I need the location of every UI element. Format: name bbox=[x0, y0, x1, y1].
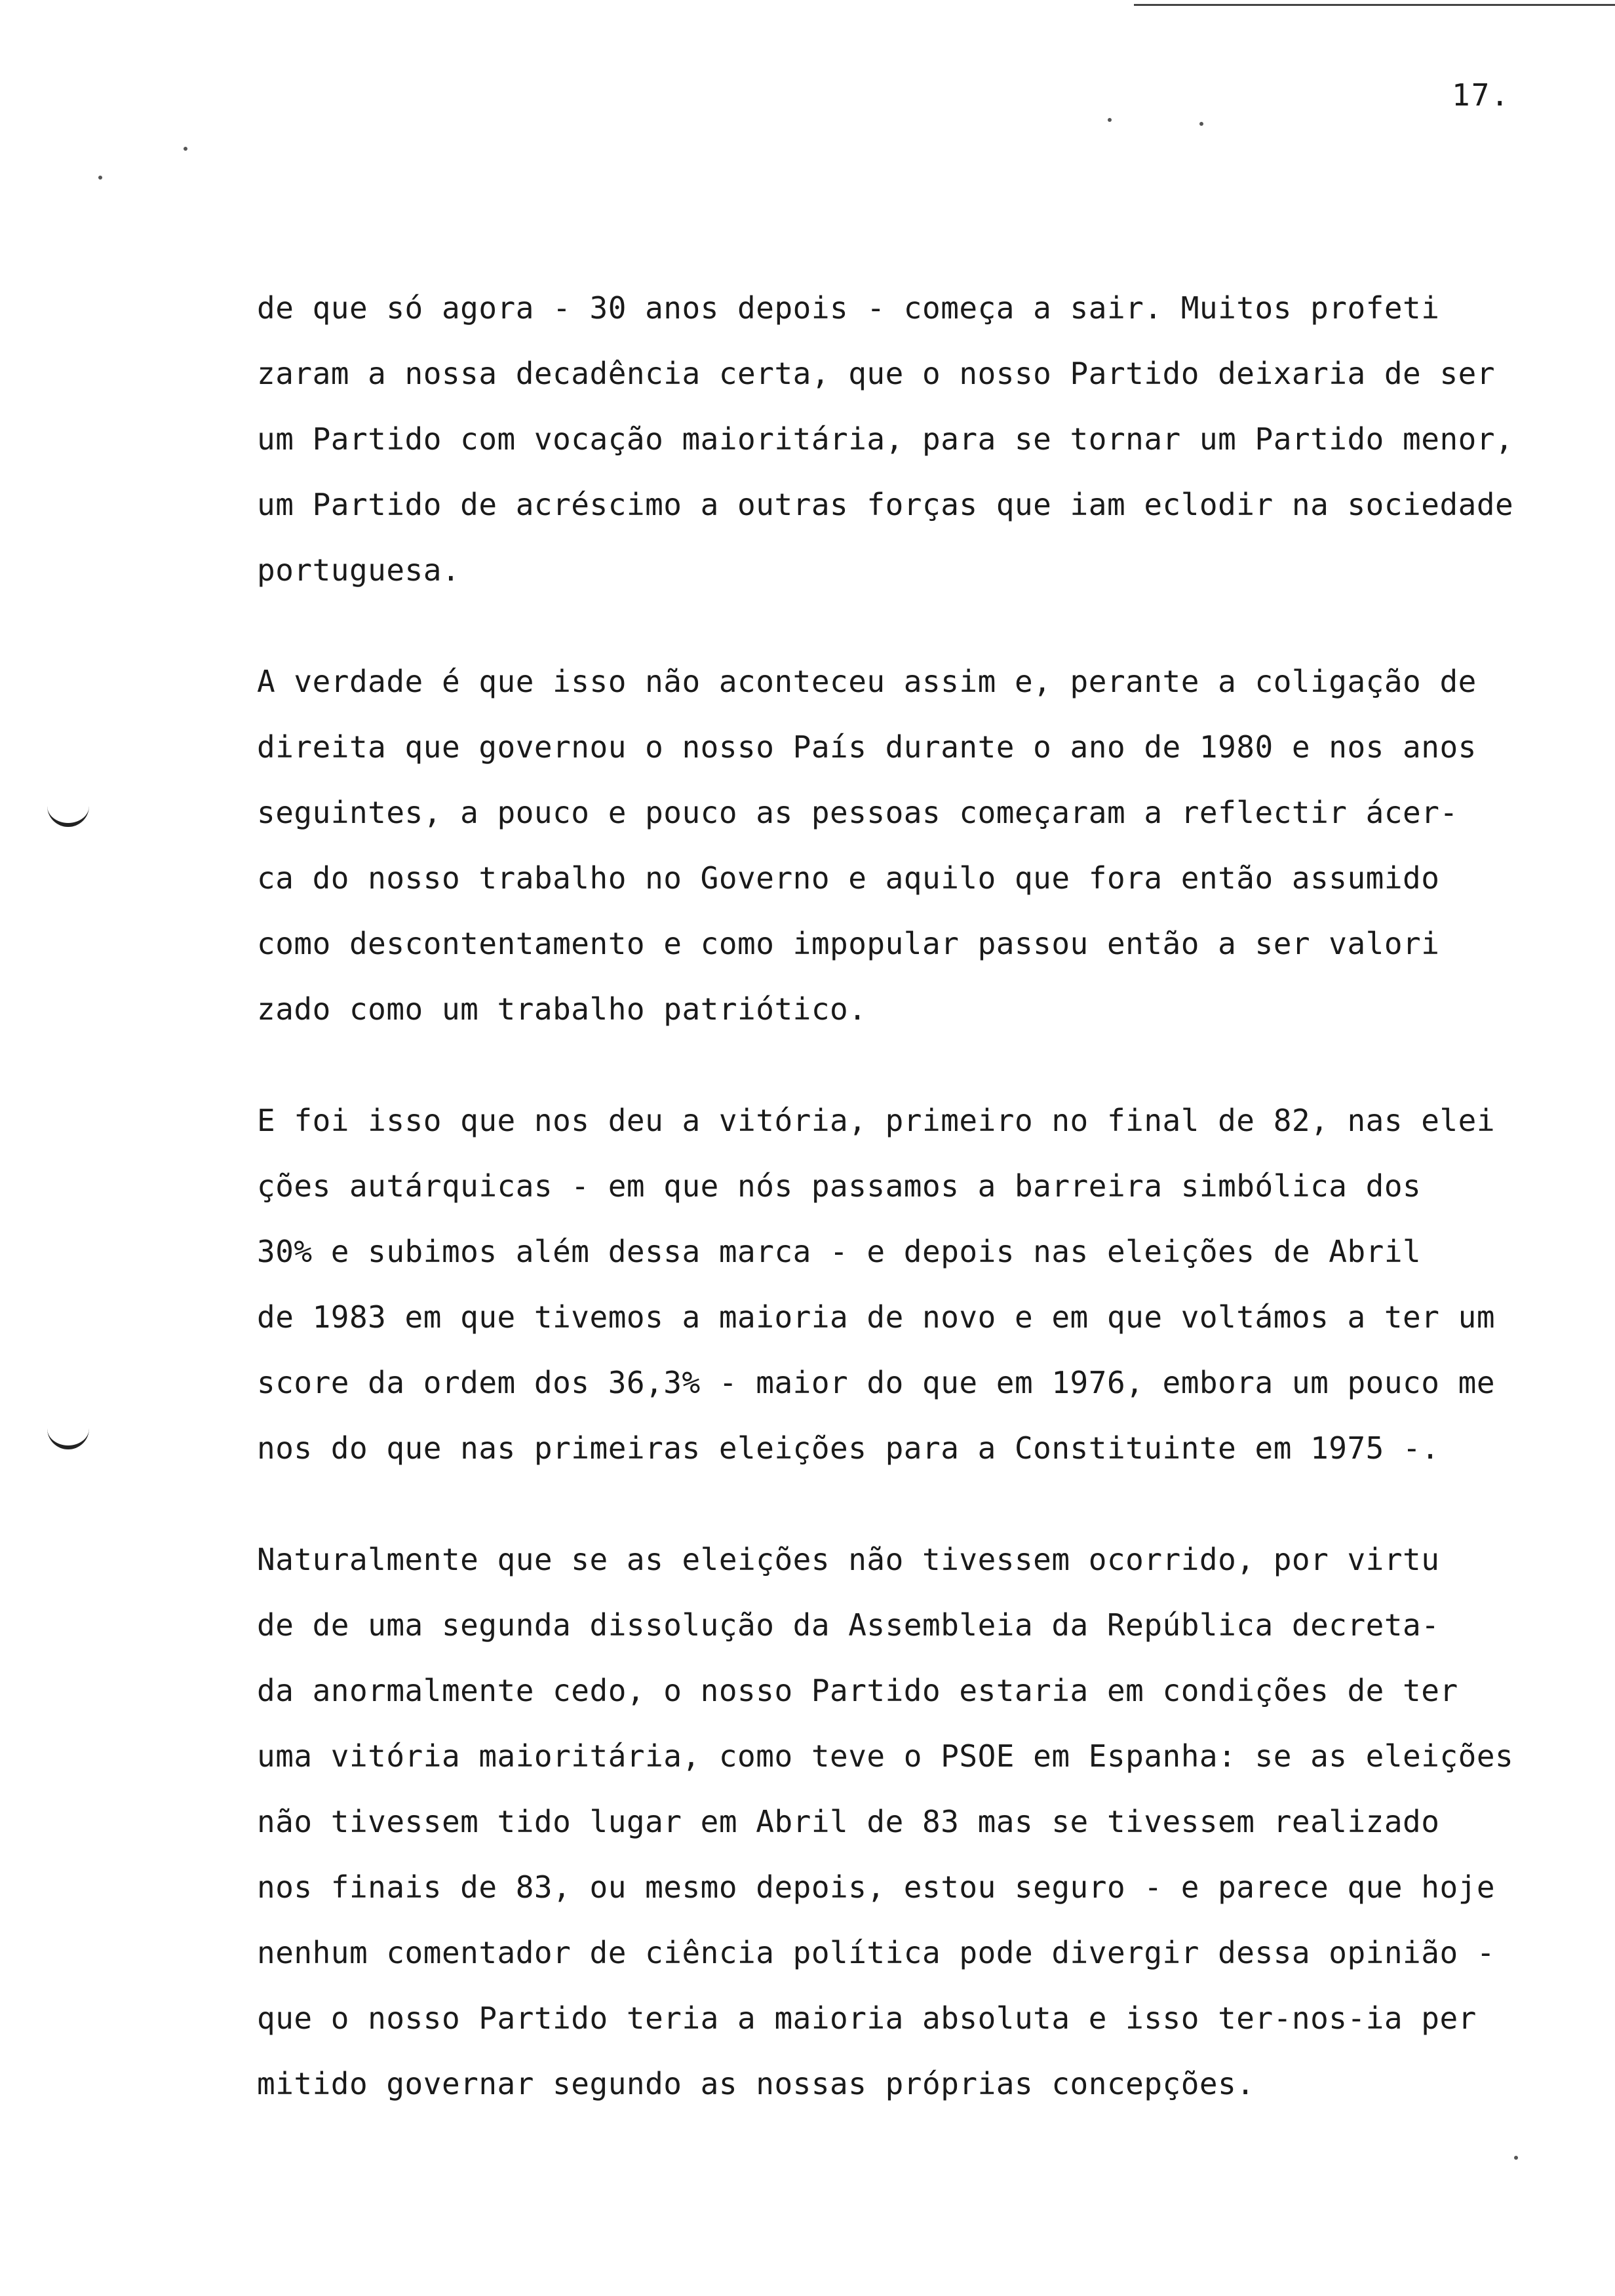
text-line: de de uma segunda dissolução da Assembleia da República decreta- bbox=[257, 1607, 1440, 1643]
text-line: E foi isso que nos deu a vitória, primeiro no final de 82, nas elei bbox=[257, 1103, 1496, 1138]
text-line: que o nosso Partido teria a maioria absoluta e isso ter-nos-ia per bbox=[257, 2000, 1477, 2036]
text-line: Naturalmente que se as eleições não tivessem ocorrido, por virtu bbox=[257, 1542, 1440, 1577]
top-rule bbox=[1134, 4, 1615, 6]
text-line: A verdade é que isso não aconteceu assim e, perante a coligação de bbox=[257, 664, 1477, 699]
text-line: portuguesa. bbox=[257, 552, 461, 588]
text-line: da anormalmente cedo, o nosso Partido estaria em condições de ter bbox=[257, 1673, 1458, 1708]
paragraph-3 bbox=[257, 1088, 1522, 1481]
scan-speck bbox=[1199, 122, 1203, 126]
binder-hole-mark-upper bbox=[47, 805, 89, 827]
text-line: nos do que nas primeiras eleições para a Constituinte em 1975 -. bbox=[257, 1430, 1440, 1466]
scan-speck bbox=[98, 176, 102, 180]
scan-speck bbox=[1108, 118, 1112, 122]
text-line: zado como um trabalho patriótico. bbox=[257, 991, 867, 1027]
text-line: de 1983 em que tivemos a maioria de novo e em que voltámos a ter um bbox=[257, 1299, 1496, 1335]
body-text bbox=[257, 275, 1522, 2162]
scan-speck bbox=[184, 147, 187, 151]
text-line: score da ordem dos 36,3% - maior do que em 1976, embora um pouco me bbox=[257, 1365, 1496, 1400]
text-line: 30% e subimos além dessa marca - e depois nas eleições de Abril bbox=[257, 1234, 1422, 1269]
text-line: mitido governar segundo as nossas próprias concepções. bbox=[257, 2066, 1255, 2101]
text-line: ções autárquicas - em que nós passamos a barreira simbólica dos bbox=[257, 1168, 1422, 1204]
text-line: direita que governou o nosso País durante o ano de 1980 e nos anos bbox=[257, 729, 1477, 765]
paragraph-4 bbox=[257, 1527, 1522, 2116]
binder-hole-mark-lower bbox=[47, 1427, 89, 1449]
page-number: 17. bbox=[1452, 77, 1511, 113]
text-line: ca do nosso trabalho no Governo e aquilo que fora então assumido bbox=[257, 860, 1440, 896]
text-line: um Partido com vocação maioritária, para se tornar um Partido menor, bbox=[257, 421, 1514, 457]
text-line: nos finais de 83, ou mesmo depois, estou seguro - e parece que hoje bbox=[257, 1869, 1496, 1905]
text-line: zaram a nossa decadência certa, que o nosso Partido deixaria de ser bbox=[257, 356, 1496, 391]
text-line: não tivessem tido lugar em Abril de 83 mas se tivessem realizado bbox=[257, 1804, 1440, 1839]
paragraph-1 bbox=[257, 275, 1522, 603]
text-line: como descontentamento e como impopular passou então a ser valori bbox=[257, 926, 1440, 961]
paragraph-2 bbox=[257, 649, 1522, 1042]
text-line: um Partido de acréscimo a outras forças que iam eclodir na sociedade bbox=[257, 487, 1514, 522]
text-line: de que só agora - 30 anos depois - começa a sair. Muitos profeti bbox=[257, 290, 1440, 326]
text-line: uma vitória maioritária, como teve o PSOE em Espanha: se as eleições bbox=[257, 1738, 1514, 1774]
text-line: nenhum comentador de ciência política pode divergir dessa opinião - bbox=[257, 1935, 1496, 1970]
text-line: seguintes, a pouco e pouco as pessoas começaram a reflectir ácer- bbox=[257, 795, 1458, 830]
